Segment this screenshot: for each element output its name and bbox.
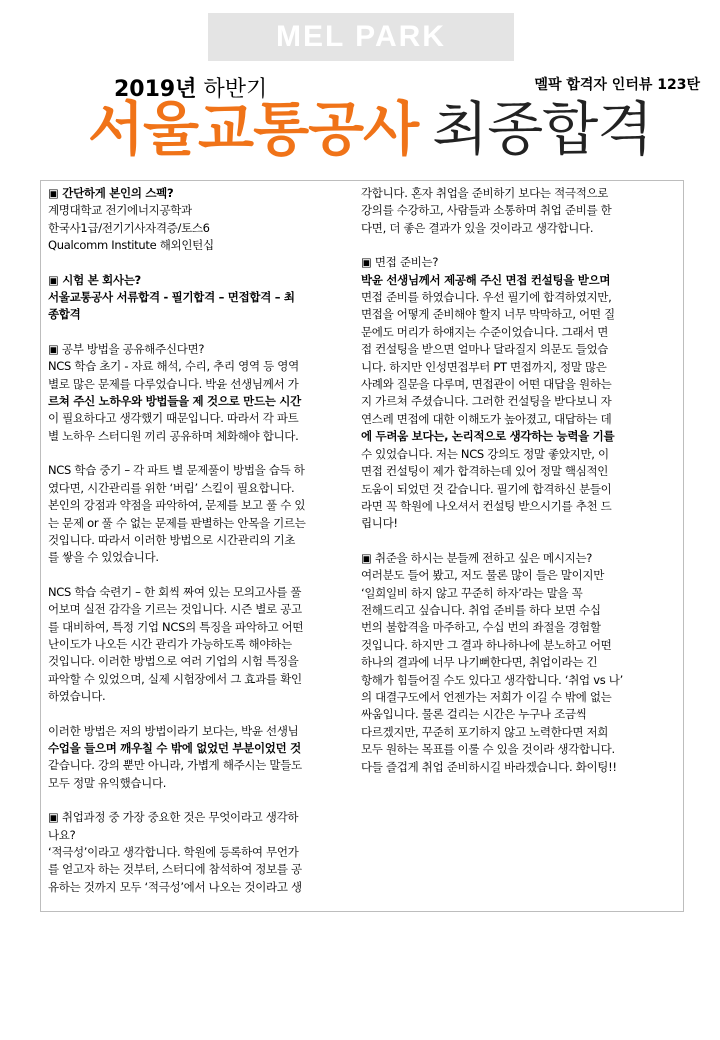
interview-box xyxy=(40,180,684,912)
answer-line: 별로 많은 문제를 다루었습니다. 박윤 선생님께서 가 xyxy=(48,376,299,391)
answer-line: 접 컨설팅을 받으면 얼마나 달라질지 의문도 들었습 xyxy=(361,342,609,357)
answer-line: 니다. 하지만 인성면접부터 PT 면접까지, 정말 많은 xyxy=(361,359,607,374)
answer-line: ‘일희일비 하지 않고 꾸준히 하자’라는 말을 꼭 xyxy=(361,585,583,600)
study-middle xyxy=(48,462,352,566)
answer-line: 를 쌓을 수 있었습니다. xyxy=(48,550,159,565)
answer-line: 에 두려움 보다는, 논리적으로 생각하는 능력을 기를 xyxy=(361,429,615,444)
answer-line: 파악할 수 있었으며, 실제 시험장에서 그 효과를 확인 xyxy=(48,671,302,686)
answer-line: 사례와 질문을 다루며, 면접관이 어떤 대답을 원하는 xyxy=(361,377,612,392)
result-text: 최종합격 xyxy=(432,95,653,163)
answer-line: 서울교통공사 서류합격 - 필기합격 – 면접합격 – 최 xyxy=(48,290,295,305)
answer-line: 종합격 xyxy=(48,307,81,322)
answer-line: 수업을 들으며 깨우칠 수 밖에 없었던 부분이었던 것 xyxy=(48,740,301,755)
right-column xyxy=(361,185,679,909)
answer-line: 다면, 더 좋은 결과가 있을 것이라고 생각합니다. xyxy=(361,220,594,235)
answer-line: 면접을 어떻게 준비해야 할지 너무 막막하고, 어떤 질 xyxy=(361,307,615,322)
answer-line: NCS 학습 초기 - 자료 해석, 수리, 추리 영역 등 영역 xyxy=(48,359,299,374)
answer-line: 계명대학교 전기에너지공학과 xyxy=(48,203,192,218)
section-company xyxy=(48,272,352,324)
answer-line: 의 대결구도에서 언젠가는 저희가 이길 수 밖에 없는 xyxy=(361,689,612,704)
section-important xyxy=(48,809,352,896)
question-spec: ▣ 간단하게 본인의 스펙? xyxy=(48,186,174,200)
answer-line: 번의 불합격을 마주하고, 수십 번의 좌절을 경험할 xyxy=(361,620,601,635)
answer-line: 본인의 강점과 약점을 파악하여, 문제를 보고 풀 수 있 xyxy=(48,498,306,513)
question-important: ▣ 취업과정 중 가장 중요한 것은 무엇이라고 생각하 xyxy=(48,810,299,825)
answer-line: 다들 즐겁게 취업 준비하시길 바라겠습니다. 화이팅!! xyxy=(361,759,617,774)
answer-line: 하나의 결과에 너무 나기뻐한다면, 취업이라는 긴 xyxy=(361,655,598,670)
section-spec xyxy=(48,185,352,255)
answer-line: 별 노하우 스터디원 끼리 공유하며 체화해야 합니다. xyxy=(48,428,299,443)
answer-line: 여러분도 들어 봤고, 저도 물론 많이 들은 말이지만 xyxy=(361,568,605,583)
question-company: ▣ 시험 본 회사는? xyxy=(48,272,141,287)
answer-line: 항해가 힘들어질 수도 있다고 생각합니다. ‘취업 vs 나’ xyxy=(361,672,623,687)
answer-line: 는 문제 or 풀 수 없는 문제를 판별하는 안목을 기르는 xyxy=(48,515,306,530)
headline xyxy=(88,95,653,163)
answer-line: 한국사1급/전기기사자격증/토스6 xyxy=(48,220,210,235)
question-study: ▣ 공부 방법을 공유해주신다면? xyxy=(48,341,205,356)
answer-line: 모두 정말 유익했습니다. xyxy=(48,775,167,790)
answer-line: NCS 학습 숙련기 – 한 회씩 짜여 있는 모의고사를 풀 xyxy=(48,584,302,599)
section-message xyxy=(361,550,679,776)
section-study xyxy=(48,341,352,445)
answer-line: 어보며 실전 감각을 기르는 것입니다. 시즌 별로 공고 xyxy=(48,602,302,617)
answer-line: 같습니다. 강의 뿐만 아니라, 가볍게 해주시는 말들도 xyxy=(48,758,302,773)
half-year: 하반기 xyxy=(203,77,268,102)
answer-line: ‘적극성’이라고 생각합니다. 학원에 등록하여 무언가 xyxy=(48,845,299,859)
answer-line: 수 있었습니다. 저는 NCS 강의도 정말 좋았지만, 이 xyxy=(361,446,609,461)
answer-line: 것입니다. 하지만 그 결과 하나하나에 분노하고 어떤 xyxy=(361,637,612,652)
answer-line: 르쳐 주신 노하우와 방법들을 제 것으로 만드는 시간 xyxy=(48,394,301,409)
section-interview xyxy=(361,254,679,533)
answer-line: 지 가르쳐 주셨습니다. 그러한 컨설팅을 받다보니 자 xyxy=(361,394,612,409)
answer-line: 것입니다. 이러한 방법으로 여러 기업의 시험 특징을 xyxy=(48,654,299,669)
answer-line: 를 얻고자 하는 것부터, 스터디에 참석하여 정보를 공 xyxy=(48,862,302,877)
left-column xyxy=(48,185,352,909)
answer-line: 연스레 면접에 대한 이해도가 높아졌고, 대답하는 데 xyxy=(361,411,612,426)
answer-line: 강의를 수강하고, 사람들과 소통하며 취업 준비를 한 xyxy=(361,203,612,218)
answer-line: 하였습니다. xyxy=(48,689,106,704)
answer-line: 전해드리고 싶습니다. 취업 준비를 하다 보면 수십 xyxy=(361,602,601,617)
answer-line: 면접 컨설팅이 제가 합격하는데 있어 정말 핵심적인 xyxy=(361,464,609,479)
question-message: ▣ 취준을 하시는 분들께 전하고 싶은 메시지는? xyxy=(361,550,593,565)
answer-line: 박윤 선생님께서 제공해 주신 면접 컨설팅을 받으며 xyxy=(361,272,611,287)
answer-line: 모두 원하는 목표를 이룰 수 있을 것이라 생각합니다. xyxy=(361,742,615,757)
answer-line: 문에도 머리가 하얘지는 수준이었습니다. 그래서 면 xyxy=(361,324,609,339)
brand-banner: MEL PARK xyxy=(208,13,514,61)
study-advanced xyxy=(48,584,352,706)
answer-line: Qualcomm Institute 해외인턴십 xyxy=(48,238,214,253)
answer-line: 난이도가 나오든 시간 관리가 가능하도록 해야하는 xyxy=(48,636,292,651)
answer-line: 유하는 것까지 모두 ‘적극성’에서 나오는 것이라고 생 xyxy=(48,879,302,894)
study-summary xyxy=(48,723,352,793)
answer-line: 이러한 방법은 저의 방법이라기 보다는, 박윤 선생님 xyxy=(48,723,299,738)
series-label: 멜팍 합격자 인터뷰 123탄 xyxy=(534,77,700,93)
section-important-cont xyxy=(361,185,679,237)
answer-line: 각합니다. 혼자 취업을 준비하기 보다는 적극적으로 xyxy=(361,186,609,200)
answer-line: 였다면, 시간관리를 위한 ‘버림’ 스킬이 필요합니다. xyxy=(48,480,295,495)
answer-line: 싸움입니다. 물론 걸리는 시간은 누구나 조금씩 xyxy=(361,707,587,722)
answer-line: 다르겠지만, 꾸준히 포기하지 않고 노력한다면 저희 xyxy=(361,724,609,739)
answer-line: 를 대비하여, 특정 기업 NCS의 특징을 파악하고 어떤 xyxy=(48,619,304,634)
answer-line: 것입니다. 따라서 이러한 방법으로 시간관리의 기초 xyxy=(48,532,296,547)
answer-line: NCS 학습 중기 – 각 파트 별 문제풀이 방법을 습득 하 xyxy=(48,463,305,478)
answer-line: 면접 준비를 하였습니다. 우선 필기에 합격하였지만, xyxy=(361,290,612,305)
answer-line: 립니다! xyxy=(361,516,398,531)
question-important: 나요? xyxy=(48,827,76,842)
question-interview: ▣ 면접 준비는? xyxy=(361,255,439,270)
answer-line: 이 필요하다고 생각했기 때문입니다. 따라서 각 파트 xyxy=(48,411,299,426)
year: 2019년 xyxy=(114,77,197,102)
company-name: 서울교통공사 xyxy=(88,95,419,163)
answer-line: 라면 꼭 학원에 나오셔서 컨설팅 받으시기를 추천 드 xyxy=(361,498,612,513)
answer-line: 도움이 되었던 것 같습니다. 필기에 합격하신 분들이 xyxy=(361,481,612,496)
